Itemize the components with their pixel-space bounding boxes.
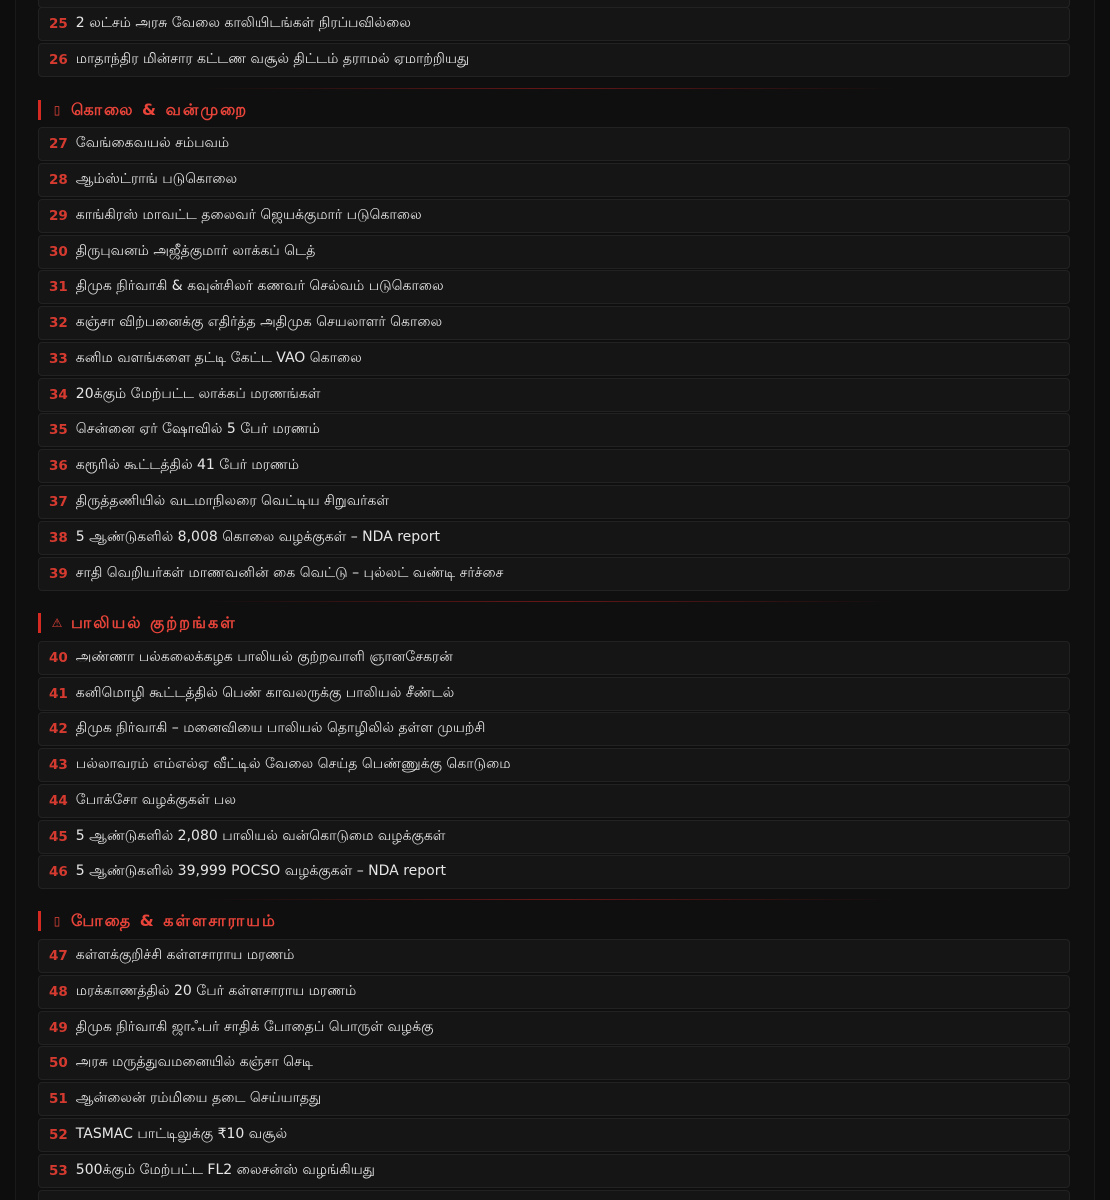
list-item[interactable]	[38, 1046, 1070, 1080]
item-text: கள்ளக்குறிச்சி கள்ளசாராய மரணம்	[75, 947, 295, 963]
item-number: 29	[49, 208, 68, 224]
item-text: மரக்காணத்தில் 20 பேர் கள்ளசாராய மரணம்	[75, 983, 357, 999]
section-header-sexual-crimes	[38, 613, 237, 633]
item-number: 35	[49, 422, 68, 438]
list-item-partial-bottom[interactable]	[38, 1190, 1070, 1200]
item-number: 43	[49, 757, 68, 773]
item-text: காங்கிரஸ் மாவட்ட தலைவர் ஜெயக்குமார் படுகொலை	[75, 207, 422, 223]
item-text: போக்சோ வழக்குகள் பல	[75, 792, 236, 808]
item-number: 26	[49, 52, 68, 68]
list-item[interactable]	[38, 748, 1070, 782]
item-text: ஆம்ஸ்ட்ராங் படுகொலை	[75, 171, 238, 187]
item-number: 53	[49, 1163, 68, 1179]
item-text: TASMAC பாட்டிலுக்கு ₹10 வசூல்	[75, 1126, 288, 1142]
item-text: அண்ணா பல்கலைக்கழக பாலியல் குற்றவாளி ஞானசேகரன்	[75, 649, 453, 665]
item-text: சாதி வெறியர்கள் மாணவனின் கை வெட்டு – புல்லட் வண்டி சர்ச்சை	[75, 565, 504, 581]
item-text: ஆன்லைன் ரம்மியை தடை செய்யாதது	[75, 1090, 322, 1106]
section-divider	[200, 899, 900, 900]
item-number: 32	[49, 315, 68, 331]
list-item[interactable]	[38, 641, 1070, 675]
item-text: கஞ்சா விற்பனைக்கு எதிர்த்த அதிமுக செயலாளர் கொலை	[75, 314, 443, 330]
list-item[interactable]	[38, 413, 1070, 447]
item-number: 45	[49, 829, 68, 845]
item-text: 500க்கும் மேற்பட்ட FL2 லைசன்ஸ் வழங்கியது	[75, 1162, 375, 1178]
missing-glyph-icon: ▯	[53, 914, 61, 928]
item-text: மாதாந்திர மின்சார கட்டண வசூல் திட்டம் தராமல் ஏமாற்றியது	[75, 51, 470, 67]
item-number: 47	[49, 948, 68, 964]
item-number: 36	[49, 458, 68, 474]
item-text: சென்னை ஏர் ஷோவில் 5 பேர் மரணம்	[75, 421, 320, 437]
item-number: 52	[49, 1127, 68, 1143]
item-text: திருத்தணியில் வடமாநிலரை வெட்டிய சிறுவர்கள்	[75, 493, 390, 509]
list-item[interactable]	[38, 306, 1070, 340]
item-text: வேங்கைவயல் சம்பவம்	[75, 135, 230, 151]
item-number: 27	[49, 136, 68, 152]
missing-glyph-icon: ▯	[53, 103, 61, 117]
list-item[interactable]	[38, 855, 1070, 889]
list-item[interactable]	[38, 677, 1070, 711]
list-item[interactable]	[38, 7, 1070, 41]
item-number: 50	[49, 1055, 68, 1071]
item-number: 30	[49, 244, 68, 260]
list-item[interactable]	[38, 485, 1070, 519]
item-number: 33	[49, 351, 68, 367]
list-item[interactable]	[38, 378, 1070, 412]
section-header-drugs-liquor	[38, 911, 277, 931]
section-divider	[200, 88, 900, 89]
section-title: போதை & கள்ளசாராயம்	[71, 910, 277, 930]
item-text: 2 லட்சம் அரசு வேலை காலியிடங்கள் நிரப்பவில்லை	[75, 15, 411, 31]
item-number: 49	[49, 1020, 68, 1036]
item-text: திமுக நிர்வாகி ஜாஃபர் சாதிக் போதைப் பொருள் வழக்கு	[75, 1019, 434, 1035]
item-text: கனிமொழி கூட்டத்தில் பெண் காவலருக்கு பாலியல் சீண்டல்	[75, 685, 455, 701]
item-text: 20க்கும் மேற்பட்ட லாக்கப் மரணங்கள்	[75, 386, 321, 402]
list-item[interactable]	[38, 127, 1070, 161]
list-item[interactable]	[38, 712, 1070, 746]
item-number: 51	[49, 1091, 68, 1107]
list-item[interactable]	[38, 784, 1070, 818]
list-item[interactable]	[38, 521, 1070, 555]
list-item[interactable]	[38, 342, 1070, 376]
item-number: 38	[49, 530, 68, 546]
item-text: பல்லாவரம் எம்எல்ஏ வீட்டில் வேலை செய்த பெண்ணுக்கு கொடுமை	[75, 756, 511, 772]
item-text: கனிம வளங்களை தட்டி கேட்ட VAO கொலை	[75, 350, 362, 366]
item-text: 5 ஆண்டுகளில் 39,999 POCSO வழக்குகள் – NDA report	[75, 863, 446, 879]
item-text: திருபுவனம் அஜீத்குமார் லாக்கப் டெத்	[75, 243, 316, 259]
list-item[interactable]	[38, 820, 1070, 854]
section-title: கொலை & வன்முறை	[71, 99, 249, 119]
list-item[interactable]	[38, 235, 1070, 269]
item-text: கரூரில் கூட்டத்தில் 41 பேர் மரணம்	[75, 457, 299, 473]
section-title: பாலியல் குற்றங்கள்	[71, 612, 237, 632]
item-number: 31	[49, 279, 68, 295]
list-item[interactable]	[38, 975, 1070, 1009]
warning-icon: ⚠	[51, 616, 63, 630]
item-text: அரசு மருத்துவமனையில் கஞ்சா செடி	[75, 1054, 313, 1070]
item-number: 34	[49, 387, 68, 403]
item-text: திமுக நிர்வாகி & கவுன்சிலர் கணவர் செல்வம் படுகொலை	[75, 278, 444, 294]
item-number: 46	[49, 864, 68, 880]
list-item[interactable]	[38, 939, 1070, 973]
list-item[interactable]	[38, 43, 1070, 77]
list-item[interactable]	[38, 1082, 1070, 1116]
list-item[interactable]	[38, 270, 1070, 304]
item-number: 48	[49, 984, 68, 1000]
item-number: 42	[49, 721, 68, 737]
item-text: 5 ஆண்டுகளில் 2,080 பாலியல் வன்கொடுமை வழக்குகள்	[75, 828, 446, 844]
list-item[interactable]	[38, 163, 1070, 197]
list-item[interactable]	[38, 1011, 1070, 1045]
item-number: 37	[49, 494, 68, 510]
item-number: 41	[49, 686, 68, 702]
item-number: 44	[49, 793, 68, 809]
list-item[interactable]	[38, 199, 1070, 233]
item-number: 39	[49, 566, 68, 582]
list-item[interactable]	[38, 1154, 1070, 1188]
item-text: திமுக நிர்வாகி – மனைவியை பாலியல் தொழிலில் தள்ள முயற்சி	[75, 720, 486, 736]
section-divider	[200, 601, 900, 602]
item-number: 40	[49, 650, 68, 666]
item-text: 5 ஆண்டுகளில் 8,008 கொலை வழக்குகள் – NDA report	[75, 529, 440, 545]
list-item[interactable]	[38, 557, 1070, 591]
list-item[interactable]	[38, 449, 1070, 483]
list-item[interactable]	[38, 1118, 1070, 1152]
item-number: 25	[49, 16, 68, 32]
section-header-violence	[38, 100, 248, 120]
item-number: 28	[49, 172, 68, 188]
